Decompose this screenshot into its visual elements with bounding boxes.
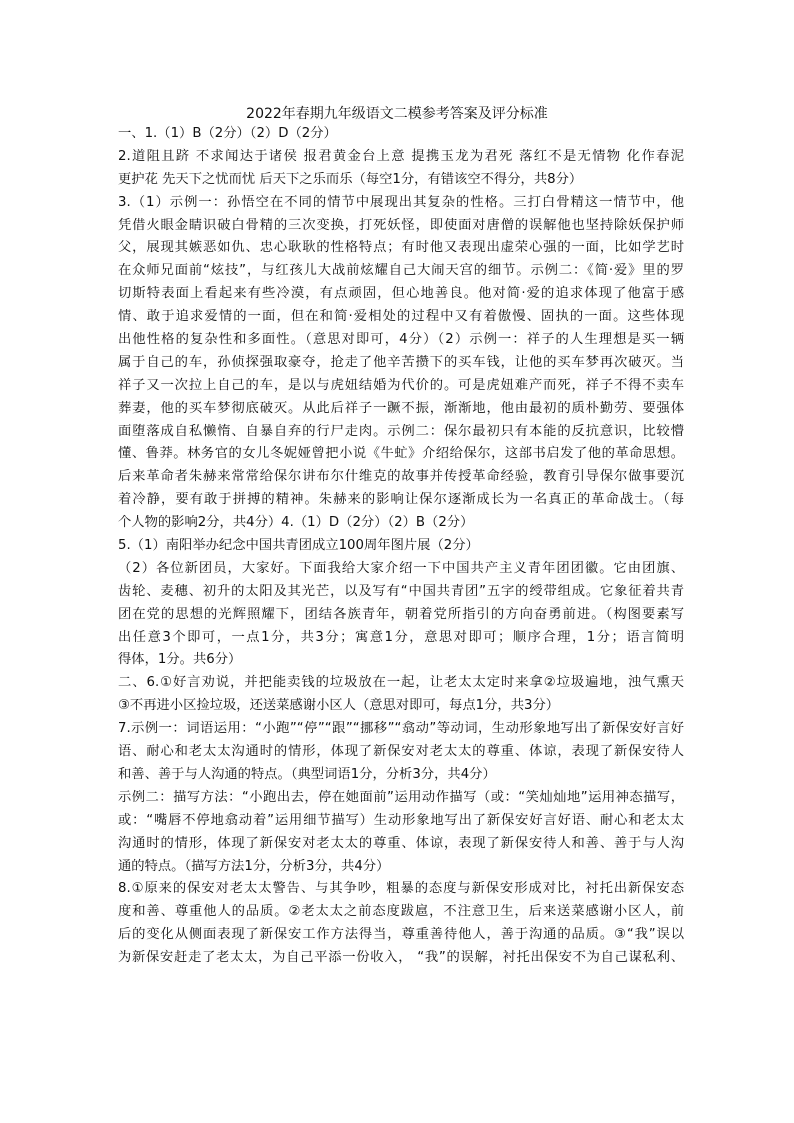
text-line: 得体，1分。共6分） bbox=[118, 652, 242, 668]
text-line: 或：“嘴唇不停地翕动着”运用细节描写）生动形象地写出了新保安好言好语、耐心和老太太 bbox=[118, 812, 684, 828]
text-line: 通的特点。（描写方法1分，分析3分，共4分） bbox=[118, 858, 390, 874]
text-line: ③不再进小区捡垃圾，还送菜感谢小区人（意思对即可，每点1分，共3分） bbox=[118, 698, 560, 714]
text-line: 出他性格的复杂性和多面性。（意思对即可，4分）（2）示例一：祥子的人生理想是买一辆 bbox=[118, 332, 684, 348]
text-line: 后来革命者朱赫来常常给保尔讲布尔什维克的故事并传授革命经验，教育引导保尔做事要沉 bbox=[118, 469, 684, 485]
document-title: 2022年春期九年级语文二模参考答案及评分标准 bbox=[246, 106, 548, 122]
text-line: 情、敢于追求爱情的一面，但在和简·爱相处的过程中又有着傲慢、固执的一面。这些体现 bbox=[118, 309, 684, 325]
text-line: 更护花 先天下之忧而忧 后天下之乐而乐（每空1分，有错该空不得分，共8分） bbox=[118, 171, 583, 187]
text-line: 祥子又一次拉上自己的车，是以与虎妞结婚为代价的。可是虎妞难产而死，祥子不得不卖车 bbox=[118, 377, 684, 393]
text-line: 父，展现其嫉恶如仇、忠心耿耿的性格特点；有时他又表现出虚荣心强的一面，比如学艺时 bbox=[118, 240, 684, 256]
text-line: 出任意3个即可，一点1分，共3分；寓意1分，意思对即可；顺序合理，1分；语言简明 bbox=[118, 629, 684, 645]
text-line: 在众师兄面前“炫技”，与红孩儿大战前炫耀自己大闹天宫的细节。示例二：《简·爱》里的罗 bbox=[118, 263, 684, 279]
text-line: 3.（1）示例一：孙悟空在不同的情节中展现出其复杂的性格。三打白骨精这一情节中，他 bbox=[118, 194, 684, 210]
text-line: 2.道阻且跻 不求闻达于诸侯 报君黄金台上意 提携玉龙为君死 落红不是无情物 化作春泥 bbox=[118, 148, 684, 164]
text-line: 沟通时的情形，体现了新保安对老太太的尊重、体谅，表现了新保安待人和善、善于与人沟 bbox=[118, 835, 684, 851]
text-line: 团在党的思想的光辉照耀下，团结各族青年，朝着党所指引的方向奋勇前进。（构图要素写 bbox=[118, 606, 684, 622]
text-line: 一、1.（1）B（2分）（2）D（2分） bbox=[118, 126, 337, 141]
text-line: 5.（1）南阳举办纪念中国共青团成立100周年图片展（2分） bbox=[118, 538, 479, 554]
text-line: 后的变化从侧面表现了新保安工作方法得当，尊重善待他人，善于沟通的品质。③“我”误以 bbox=[118, 927, 684, 943]
text-line: （2）各位新团员，大家好。下面我给大家介绍一下中国共产主义青年团团徽。它由团旗、 bbox=[118, 560, 684, 576]
text-line: 个人物的影响2分，共4分）4.（1）D（2分）（2）B（2分） bbox=[118, 515, 474, 531]
text-line: 7.示例一：词语运用：“小跑”“停”“跟”“挪移”“翕动”等动词，生动形象地写出了新保安好言好 bbox=[118, 721, 684, 737]
text-line: 示例二：描写方法：“小跑出去，停在她面前”运用动作描写（或：“笑灿灿地”运用神态描写， bbox=[118, 789, 684, 805]
text-line: 齿轮、麦穗、初升的太阳及其光芒，以及写有“中国共青团”五字的绶带组成。它象征着共青 bbox=[118, 583, 684, 599]
text-line: 度和善、尊重他人的品质。②老太太之前态度跋扈，不注意卫生，后来送菜感谢小区人，前 bbox=[118, 904, 684, 920]
text-line: 语、耐心和老太太沟通时的情形，体现了新保安对老太太的尊重、体谅，表现了新保安待人 bbox=[118, 744, 684, 760]
text-line: 懂、鲁莽。林务官的女儿冬妮娅曾把小说《牛虻》介绍给保尔，这部书启发了他的革命思想。 bbox=[118, 446, 684, 462]
text-line: 为新保安赶走了老太太，为自己平添一份收入， “我”的误解，衬托出保安不为自己谋私利、 bbox=[118, 950, 684, 966]
text-line: 着冷静，要有敢于拼搏的精神。朱赫来的影响让保尔逐渐成长为一名真正的革命战士。（每 bbox=[118, 492, 684, 508]
text-line: 和善、善于与人沟通的特点。（典型词语1分，分析3分，共4分） bbox=[118, 766, 496, 782]
text-line: 切斯特表面上看起来有些冷漠，有点顽固，但心地善良。他对简·爱的追求体现了他富于感 bbox=[118, 286, 684, 302]
text-line: 属于自己的车，孙侦探强取豪夺，抢走了他辛苦攒下的买车钱，让他的买车梦再次破灭。当 bbox=[118, 354, 684, 370]
text-line: 面堕落成自私懒惰、自暴自弃的行尸走肉。示例二：保尔最初只有本能的反抗意识，比较懵 bbox=[118, 423, 684, 439]
text-line: 葬妻，他的买车梦彻底破灭。从此后祥子一蹶不振，渐渐地，他由最初的质朴勤劳、要强体 bbox=[118, 400, 684, 416]
answer-body bbox=[118, 123, 684, 970]
text-line: 凭借火眼金睛识破白骨精的三次变换，打死妖怪，即使面对唐僧的误解他也坚持除妖保护师 bbox=[118, 217, 684, 233]
text-line: 二、6.①好言劝说，并把能卖钱的垃圾放在一起，让老太太定时来拿②垃圾遍地，浊气熏天 bbox=[118, 675, 684, 691]
text-line: 8.①原来的保安对老太太警告、与其争吵，粗暴的态度与新保安形成对比，衬托出新保安态 bbox=[118, 881, 684, 897]
